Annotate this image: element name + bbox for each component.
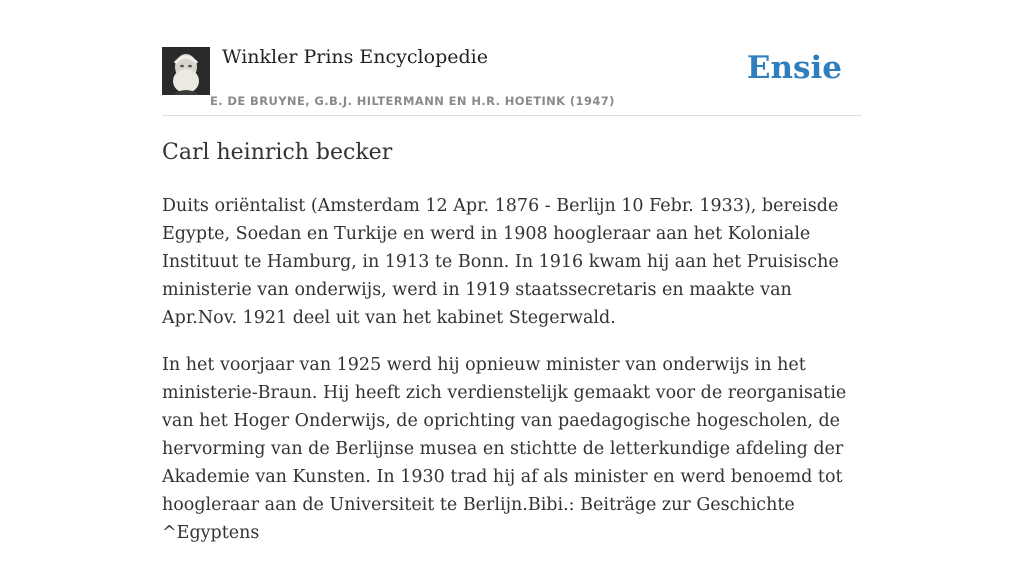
portrait-icon [162, 47, 210, 95]
article-body [162, 192, 862, 566]
author-avatar[interactable] [162, 47, 210, 95]
authors-credit: E. DE BRUYNE, G.B.J. HILTERMANN EN H.R. HOETINK (1947) [210, 94, 615, 108]
site-title[interactable]: Winkler Prins Encyclopedie [222, 46, 488, 68]
article-paragraph: In het voorjaar van 1925 werd hij opnieuw minister van onderwijs in het ministerie-Braun. Hij heeft zich verdienstelijk gemaakt voor de reorganisatie van het Hoger Onderwijs, de oprichting van paedagogische hogescholen, de hervorming van de Berlijnse musea en stichtte de letterkundige afdeling der Akademie van Kunsten. In 1930 trad hij af als minister en werd benoemd tot hoogleraar aan de Universiteit te Berlijn.Bibi.: Beiträge zur Geschichte ^Egyptens [162, 355, 847, 543]
ensie-logo[interactable]: Ensie [746, 50, 842, 86]
header [162, 40, 862, 116]
article-paragraph: Duits oriëntalist (Amsterdam 12 Apr. 1876 - Berlijn 10 Febr. 1933), bereisde Egypte, Soedan en Turkije en werd in 1908 hoogleraar aan het Koloniale Instituut te Hamburg, in 1913 te Bonn. In 1916 kwam hij aan het Pruisische ministerie van onderwijs, werd in 1919 staatssecretaris en maakte van Apr.Nov. 1921 deel uit van het kabinet Stegerwald. [162, 196, 839, 328]
article-title: Carl heinrich becker [162, 140, 393, 165]
